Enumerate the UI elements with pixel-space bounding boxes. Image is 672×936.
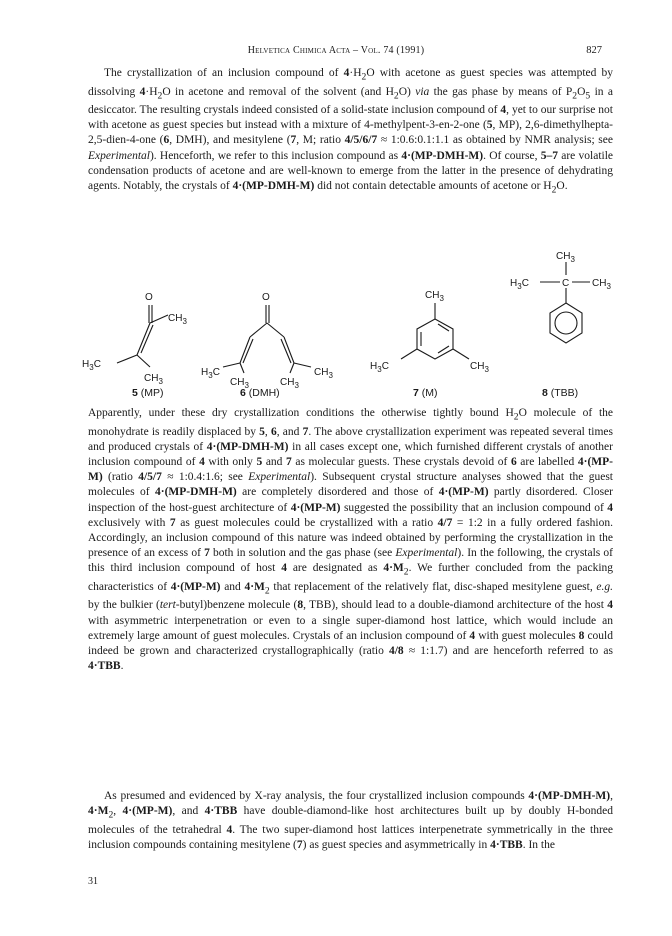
structure-tbb bbox=[510, 251, 611, 343]
svg-text:C: C bbox=[562, 278, 570, 289]
svg-text:CH3: $CH_3$ bbox=[230, 377, 249, 390]
structures-figure bbox=[80, 245, 620, 399]
paragraph-1: The crystallization of an inclusion compound of $4\cdot H_2O$ with acetone as guest species was attempted by dissolving $4\cdot H_2O$ in acetone and removal of the solvent (and $H_2O$) via the gas phase by means of $P_2O_5$ in a desiccator. The resulting crystals indeed consisted of a solid-state inclusion compound of 4, yet to our surprise not with acetone as guest species but instead with a mixture of 4-methylpent-3-en-2-one (5, MP), 2,6-dimethylhepta-2,5-dien-4-one (6, DMH), and mesitylene (7, M; ratio 4/5/6/7 ≈ 1:0.6:0.1:1.1 as obtained by NMR analysis; see Experimental). Henceforth, we refer to this inclusion compound as 4·(MP-DMH-M). Of course, 5–7 are volatile condensation products of acetone and are well-known to emerge from the latter in the presence of dehydrating agents. Notably, the crystals of 4·(MP-DMH-M) did not contain detectable amounts of acetone or $H_2O$. bbox=[88, 67, 614, 196]
svg-text:CH3: $CH_3$ bbox=[168, 313, 187, 326]
svg-text:CH3: $CH_3$ bbox=[425, 290, 444, 303]
svg-text:H3C: $H_3C$ bbox=[510, 278, 529, 291]
svg-text:CH3: $CH_3$ bbox=[314, 367, 333, 380]
label-mp: 5 (MP) bbox=[132, 387, 164, 399]
svg-text:CH3: $CH_3$ bbox=[556, 251, 575, 264]
footnote-number: 31 bbox=[88, 876, 98, 887]
svg-text:CH3: $CH_3$ bbox=[592, 278, 611, 291]
structure-mp bbox=[82, 292, 187, 386]
running-header bbox=[0, 45, 672, 61]
structure-dmh bbox=[201, 292, 333, 390]
page-number: 827 bbox=[586, 45, 602, 56]
svg-text:CH3: $CH_3$ bbox=[280, 377, 299, 390]
atom-label: O bbox=[145, 292, 153, 303]
label-dmh: 6 (DMH) bbox=[240, 387, 280, 399]
paragraph-3: As presumed and evidenced by X-ray analysis, the four crystallized inclusion compounds 4·(MP-DMH-M), $4\cdot M_2$, 4·(MP-M), and 4·TBB have double-diamond-like host architectures built up by doubly H-bonded molecules of the tetrahedral 4. The two super-diamond host lattices interpenetrate symmetrically in the three inclusion compounds containing mesitylene (7) as guest species and asymmetrically in 4·TBB. In the bbox=[88, 790, 613, 851]
svg-text:CH3: $CH_3$ bbox=[470, 361, 489, 374]
svg-text:O: O bbox=[262, 292, 270, 303]
svg-text:H3C: $H_3C$ bbox=[370, 361, 389, 374]
label-tbb: 8 (TBB) bbox=[542, 387, 579, 399]
svg-text:CH3: $CH_3$ bbox=[144, 373, 163, 386]
svg-text:H3C: $H_3C$ bbox=[201, 367, 220, 380]
structures-drawing bbox=[80, 245, 620, 393]
label-m: 7 (M) bbox=[413, 387, 438, 399]
running-title: Helvetica Chimica Acta – Vol. 74 (1991) bbox=[247, 45, 425, 56]
svg-text:H3C: $H_3C$ bbox=[82, 359, 101, 372]
paragraph-2: Apparently, under these dry crystallization conditions the otherwise tightly bound $H_2O$ molecule of the monohydrate is readily displaced by 5, 6, and 7. The above crystallization experiment was repeated several times and produced crystals of 4·(MP-DMH-M) in all cases except one, which furnished different crystals of another inclusion compound of 4 with only 5 and 7 as molecular guests. These crystals devoid of 6 are labelled 4·(MP-M) (ratio 4/5/7 ≈ 1:0.4:1.6; see Experimental). Subsequent crystal structure analyses showed that the guest molecules of 4·(MP-DMH-M) are completely disordered and those of 4·(MP-M) partly disordered. Closer inspection of the host-guest architecture of 4·(MP-M) suggested the possibility that an inclusion compound of 4 exclusively with 7 as guest molecules could be crystallized with a ratio 4/7 = 1:2 in a fully ordered fashion. Accordingly, an inclusion compound of this nature was indeed obtained by performing the crystallization in the presence of an excess of 7 both in solution and the gas phase (see Experimental). In the following, the crystals of this third inclusion compound of host 4 are designated as $4\cdot M_2$. We further concluded from the packing characteristics of 4·(MP-M) and $4\cdot M_2$ that replacement of the relatively flat, disc-shaped mesitylene guest, e.g. by the bulkier (tert-butyl)benzene molecule (8, TBB), should lead to a double-diamond architecture of the host 4 with asymmetric interpenetration or even to a single super-diamond host lattice, which would include an extremely large amount of guest molecules. Crystals of an inclusion compound of 4 with guest molecules 8 could indeed be grown and characterized crystallographically (ratio 4/8 ≈ 1:1.7) and are henceforth referred to as 4·TBB. bbox=[88, 407, 614, 673]
structure-mesitylene bbox=[370, 290, 489, 374]
